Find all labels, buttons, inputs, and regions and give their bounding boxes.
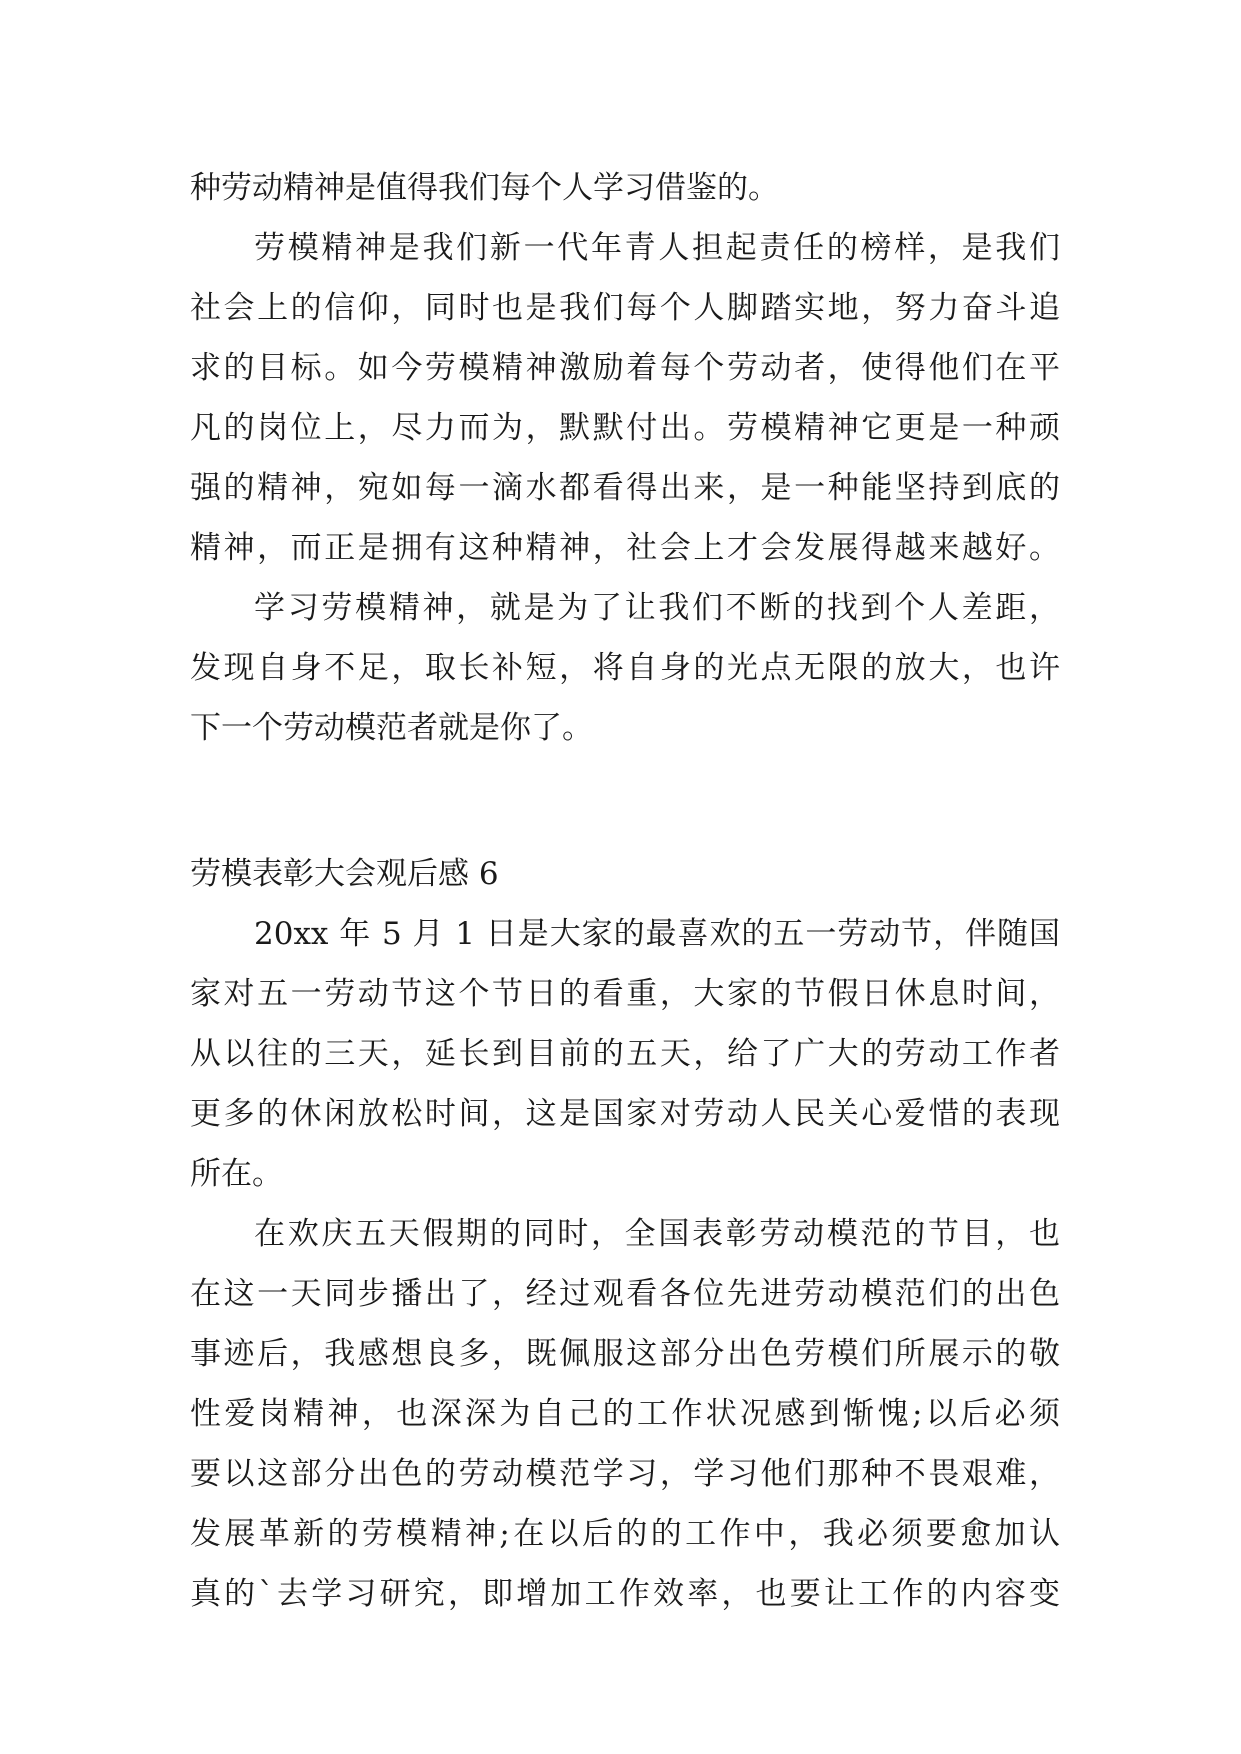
paragraph-line: 种劳动精神是值得我们每个人学习借鉴的。 — [190, 170, 779, 206]
paragraph-line: 强的精神，宛如每一滴水都看得出来，是一种能坚持到底的 — [190, 470, 1060, 506]
paragraph-line: 事迹后，我感想良多，既佩服这部分出色劳模们所展示的敬 — [190, 1336, 1060, 1372]
paragraph-line: 更多的休闲放松时间，这是国家对劳动人民关心爱惜的表现 — [190, 1096, 1060, 1132]
paragraph-line: 家对五一劳动节这个节日的看重，大家的节假日休息时间， — [190, 976, 1060, 1012]
paragraph-line: 20xx 年 5 月 1 日是大家的最喜欢的五一劳动节，伴随国 — [254, 916, 1060, 952]
paragraph-line: 在这一天同步播出了，经过观看各位先进劳动模范们的出色 — [190, 1276, 1060, 1312]
paragraph-line: 要以这部分出色的劳动模范学习，学习他们那种不畏艰难， — [190, 1456, 1060, 1492]
paragraph-line: 性爱岗精神，也深深为自己的工作状况感到惭愧;以后必须 — [190, 1396, 1060, 1432]
section-gap — [190, 758, 1060, 844]
paragraph-line: 从以往的三天，延长到目前的五天，给了广大的劳动工作者 — [190, 1036, 1060, 1072]
paragraph-line: 真的`去学习研究，即增加工作效率，也要让工作的内容变 — [190, 1576, 1060, 1612]
paragraph-line: 发现自身不足，取长补短，将自身的光点无限的放大，也许 — [190, 650, 1060, 686]
paragraph-line: 发展革新的劳模精神;在以后的的工作中，我必须要愈加认 — [190, 1516, 1060, 1552]
paragraph-line: 学习劳模精神，就是为了让我们不断的找到个人差距， — [254, 590, 1060, 626]
paragraph-line: 在欢庆五天假期的同时，全国表彰劳动模范的节目，也 — [254, 1216, 1060, 1252]
paragraph-line: 精神，而正是拥有这种精神，社会上才会发展得越来越好。 — [190, 530, 1060, 566]
paragraph-line: 凡的岗位上，尽力而为，默默付出。劳模精神它更是一种顽 — [190, 410, 1060, 446]
section-heading: 劳模表彰大会观后感 6 — [190, 856, 499, 892]
document-body — [190, 158, 1060, 1624]
paragraph-line: 社会上的信仰，同时也是我们每个人脚踏实地，努力奋斗追 — [190, 290, 1060, 326]
paragraph-line: 所在。 — [190, 1156, 283, 1192]
paragraph-line: 求的目标。如今劳模精神激励着每个劳动者，使得他们在平 — [190, 350, 1060, 386]
paragraph-line: 下一个劳动模范者就是你了。 — [190, 710, 593, 746]
paragraph-line: 劳模精神是我们新一代年青人担起责任的榜样，是我们 — [254, 230, 1060, 266]
